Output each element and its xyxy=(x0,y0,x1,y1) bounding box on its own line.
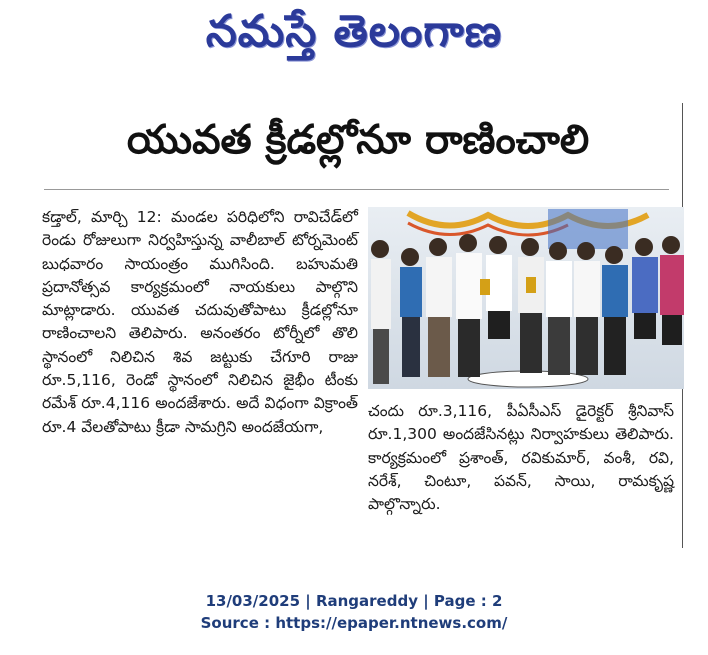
event-photo-illustration xyxy=(368,207,684,389)
newspaper-masthead: నమస్తే తెలంగాణ xyxy=(205,6,503,57)
article-body-left-text: కడ్తాల్, మార్చి 12: మండల పరిధిలోని రావిచేడ్‌లో రెండు రోజులుగా నిర్వహిస్తున్న వాలీబాల్ టోర్నమెంట్ బుధవారం సాయంత్రం ముగిసింది. బహుమతి ప్రదానోత్సవ కార్యక్రమంలో నాయకులు పాల్గొని మాట్లాడారు. యువత చదువుతోపాటు క్రీడల్లోనూ రాణించాలని తెలిపారు. అనంతరం టోర్నీలో తొలి స్థానంలో నిలిచిన శివ జట్టుకు చేగూరి రాజు రూ.5,116, రెండో స్థానంలో నిలిచిన జైభీం టీంకు రమేశ్ రూ.4,116 అందజేశారు. అదే విధంగా విక్రాంత్ రూ.4 వేలతోపాటు క్రీడా సామగ్రిని అందజేయగా, xyxy=(42,208,358,436)
news-clipping xyxy=(34,103,684,548)
event-photo xyxy=(368,207,684,389)
article-body-right-text: చందు రూ.3,116, పీఏసీఎస్ డైరెక్టర్ శ్రీనివాస్ రూ.1,300 అందజేసినట్లు నిర్వాహకులు తెలిపారు. కార్యక్రమంలో ప్రశాంత్, రవికుమార్, వంశీ, రవి, నరేశ్, చింటూ, పవన్, సాయి, రామకృష్ణ పాల్గొన్నారు. xyxy=(368,402,674,514)
article-body-right-column xyxy=(368,400,674,516)
source-footer xyxy=(0,590,708,634)
source-url: Source : https://epaper.ntnews.com/ xyxy=(200,614,508,632)
headline-divider xyxy=(44,189,669,190)
article-headline: యువత క్రీడల్లోనూ రాణించాలి xyxy=(126,117,590,163)
article-body-left-column xyxy=(42,206,358,439)
edition-info: 13/03/2025 | Rangareddy | Page : 2 xyxy=(205,592,503,610)
